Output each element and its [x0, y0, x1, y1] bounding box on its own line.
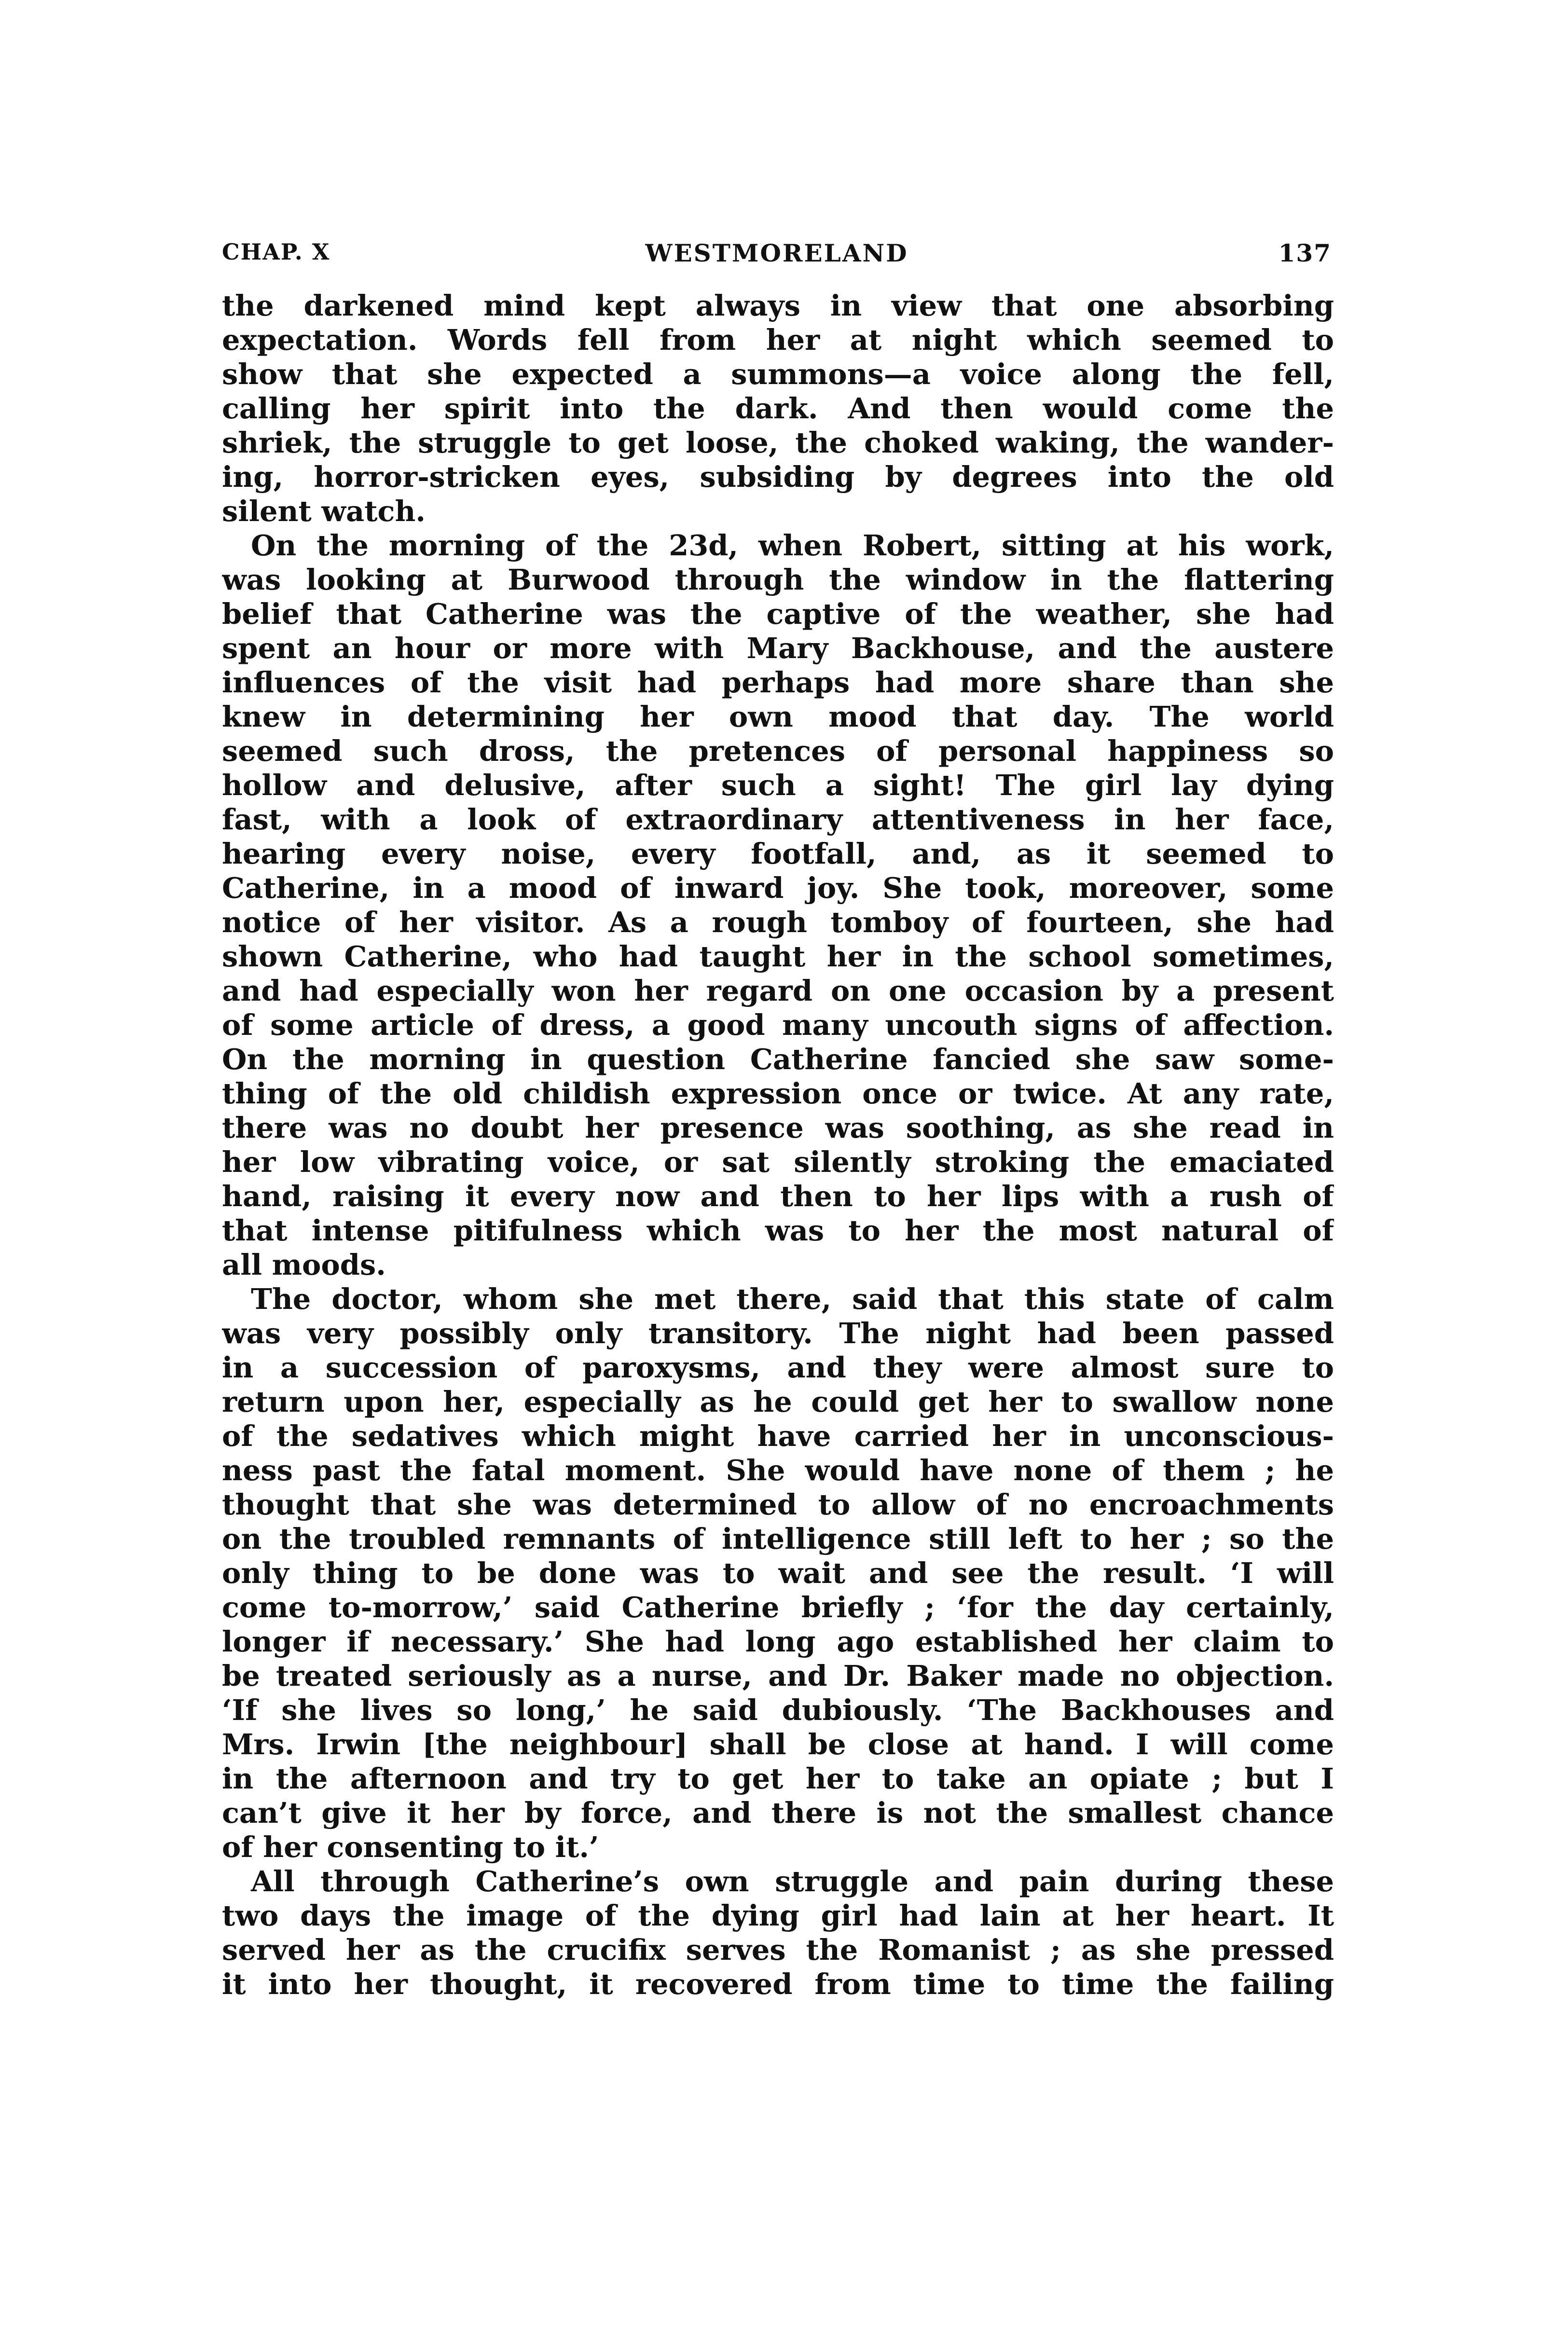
text-line: belief that Catherine was the captive of the weather, she had — [222, 597, 1334, 631]
text-line: Mrs. Irwin [the neighbour] shall be close at hand. I will come — [222, 1728, 1334, 1761]
running-header — [222, 239, 1332, 277]
text-line: of the sedatives which might have carried her in unconscious- — [222, 1419, 1334, 1453]
text-line: influences of the visit had perhaps had more share than she — [222, 666, 1334, 699]
text-line: can’t give it her by force, and there is not the smallest chance — [222, 1796, 1334, 1829]
text-line: On the morning in question Catherine fancied she saw some- — [222, 1043, 1334, 1076]
text-line: thing of the old childish expression once or twice. At any rate, — [222, 1077, 1334, 1110]
text-line: be treated seriously as a nurse, and Dr. Baker made no objection. — [222, 1659, 1334, 1692]
text-line: shown Catherine, who had taught her in the school sometimes, — [222, 940, 1334, 973]
text-line: return upon her, especially as he could get her to swallow none — [222, 1385, 1334, 1418]
text-line: in a succession of paroxysms, and they were almost sure to — [222, 1351, 1334, 1384]
text-line: all moods. — [222, 1248, 386, 1281]
text-line: On the morning of the 23d, when Robert, sitting at his work, — [251, 529, 1334, 562]
text-line: fast, with a look of extraordinary attentiveness in her face, — [222, 803, 1334, 836]
text-line: calling her spirit into the dark. And then would come the — [222, 392, 1334, 425]
text-line: silent watch. — [222, 495, 426, 528]
text-line: her low vibrating voice, or sat silently stroking the emaciated — [222, 1145, 1334, 1179]
text-line: and had especially won her regard on one occasion by a present — [222, 974, 1334, 1007]
text-line: show that she expected a summons—a voice along the fell, — [222, 358, 1334, 391]
chapter-label: CHAP. X — [222, 239, 330, 265]
text-line: hollow and delusive, after such a sight! The girl lay dying — [222, 769, 1334, 802]
text-line: of her consenting to it.’ — [222, 1830, 599, 1864]
text-line: spent an hour or more with Mary Backhouse, and the austere — [222, 632, 1334, 665]
text-line: the darkened mind kept always in view that one absorbing — [222, 289, 1334, 322]
text-line: ing, horror-stricken eyes, subsiding by degrees into the old — [222, 460, 1334, 494]
text-line: in the afternoon and try to get her to take an opiate ; but I — [222, 1762, 1334, 1795]
text-line: on the troubled remnants of intelligence still left to her ; so the — [222, 1522, 1334, 1555]
body-text — [222, 289, 1334, 2001]
text-line: ‘If she lives so long,’ he said dubiously. ‘The Backhouses and — [222, 1693, 1334, 1727]
text-line: The doctor, whom she met there, said that this state of calm — [251, 1282, 1334, 1316]
text-line: hand, raising it every now and then to her lips with a rush of — [222, 1180, 1334, 1213]
text-line: there was no doubt her presence was soothing, as she read in — [222, 1111, 1334, 1144]
text-line: was very possibly only transitory. The night had been passed — [222, 1317, 1334, 1350]
text-line: of some article of dress, a good many uncouth signs of affection. — [222, 1008, 1334, 1042]
text-line: thought that she was determined to allow of no encroachments — [222, 1488, 1334, 1521]
page-number: 137 — [1278, 239, 1332, 267]
text-line: seemed such dross, the pretences of personal happiness so — [222, 734, 1334, 768]
text-line: served her as the crucifix serves the Romanist ; as she pressed — [222, 1933, 1334, 1967]
text-line: only thing to be done was to wait and see the result. ‘I will — [222, 1556, 1334, 1590]
text-line: it into her thought, it recovered from time to time the failing — [222, 1967, 1334, 2001]
text-line: come to-morrow,’ said Catherine briefly ; ‘for the day certainly, — [222, 1591, 1334, 1624]
text-line: that intense pitifulness which was to her the most natural of — [222, 1214, 1334, 1247]
text-line: hearing every noise, every footfall, and, as it seemed to — [222, 837, 1334, 870]
text-line: notice of her visitor. As a rough tomboy of fourteen, she had — [222, 906, 1334, 939]
text-line: expectation. Words fell from her at night which seemed to — [222, 323, 1334, 357]
text-line: All through Catherine’s own struggle and pain during these — [251, 1865, 1334, 1898]
running-title: WESTMORELAND — [645, 239, 908, 267]
text-line: two days the image of the dying girl had lain at her heart. It — [222, 1899, 1334, 1932]
text-line: knew in determining her own mood that day. The world — [222, 700, 1334, 733]
text-line: ness past the fatal moment. She would have none of them ; he — [222, 1454, 1334, 1487]
text-line: shriek, the struggle to get loose, the choked waking, the wander- — [222, 426, 1334, 459]
text-line: Catherine, in a mood of inward joy. She took, moreover, some — [222, 871, 1334, 905]
text-line: longer if necessary.’ She had long ago established her claim to — [222, 1625, 1334, 1658]
text-line: was looking at Burwood through the window in the flattering — [222, 563, 1334, 596]
